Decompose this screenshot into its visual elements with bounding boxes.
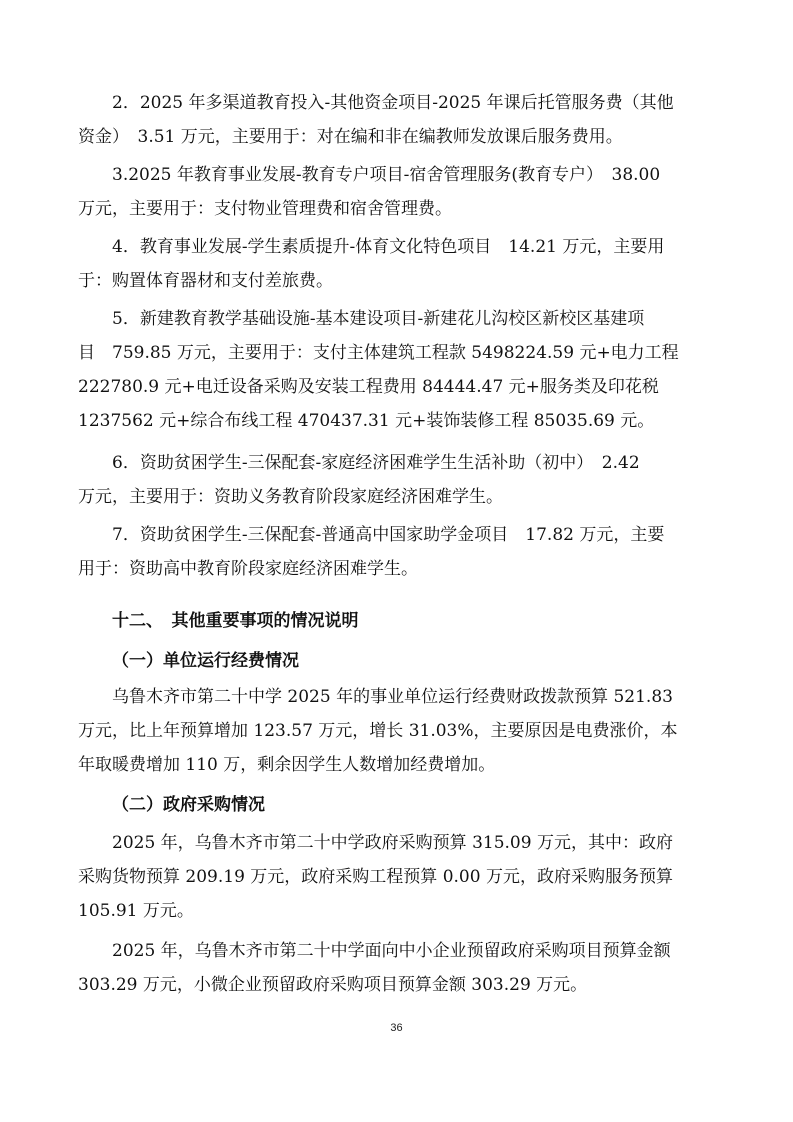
item-4-line-1: 4．教育事业发展-学生素质提升-体育文化特色项目 14.21 万元，主要用: [112, 237, 665, 257]
item-6: [78, 446, 718, 514]
subsection-heading-2: （二）政府采购情况: [112, 795, 265, 815]
item-2-line-1: 2．2025 年多渠道教育投入-其他资金项目-2025 年课后托管服务费（其他: [112, 93, 674, 113]
operating-funds-line-3: 年取暖费增加 110 万，剩余因学生人数增加经费增加。: [78, 755, 496, 775]
item-7-line-1: 7．资助贫困学生-三保配套-普通高中国家助学金项目 17.82 万元，主要: [112, 525, 665, 545]
item-2-line-2: 资金） 3.51 万元，主要用于：对在编和非在编教师发放课后服务费用。: [78, 127, 623, 147]
item-7: [78, 518, 718, 586]
procurement-2-line-1: 2025 年，乌鲁木齐市第二十中学面向中小企业预留政府采购项目预算金额: [112, 941, 671, 961]
item-4: [78, 230, 718, 298]
operating-funds-line-2: 万元，比上年预算增加 123.57 万元，增长 31.03%，主要原因是电费涨价，本: [78, 721, 678, 741]
item-4-line-2: 于：购置体育器材和支付差旅费。: [78, 271, 333, 291]
item-3-line-1: 3.2025 年教育事业发展-教育专户项目-宿舍管理服务(教育专户） 38.00: [112, 165, 661, 185]
procurement-paragraph-1: [78, 826, 718, 928]
procurement-paragraph-2: [78, 934, 718, 1002]
item-5-line-4: 1237562 元+综合布线工程 470437.31 元+装饰装修工程 85035.69 元。: [78, 411, 655, 431]
item-5-line-1: 5．新建教育教学基础设施-基本建设项目-新建花儿沟校区新校区基建项: [112, 309, 645, 329]
item-3: [78, 158, 718, 226]
procurement-1-line-1: 2025 年，乌鲁木齐市第二十中学政府采购预算 315.09 万元，其中：政府: [112, 833, 673, 853]
item-5-line-3: 222780.9 元+电迁设备采购及安装工程费用 84444.47 元+服务类及印花税: [78, 377, 659, 397]
procurement-1-line-2: 采购货物预算 209.19 万元，政府采购工程预算 0.00 万元，政府采购服务预算: [78, 867, 673, 887]
item-2: [78, 86, 718, 154]
operating-funds-line-1: 乌鲁木齐市第二十中学 2025 年的事业单位运行经费财政拨款预算 521.83: [112, 687, 673, 707]
item-6-line-2: 万元，主要用于：资助义务教育阶段家庭经济困难学生。: [78, 487, 503, 507]
item-5: [78, 302, 718, 438]
section-heading: 十二、 其他重要事项的情况说明: [112, 611, 359, 631]
item-6-line-1: 6．资助贫困学生-三保配套-家庭经济困难学生生活补助（初中） 2.42: [112, 453, 640, 473]
operating-funds-paragraph: [78, 680, 718, 782]
page-number: 36: [390, 1022, 403, 1034]
item-5-line-2: 目 759.85 万元，主要用于：支付主体建筑工程款 5498224.59 元+电力工程: [78, 343, 679, 363]
item-3-line-2: 万元，主要用于：支付物业管理费和宿舍管理费。: [78, 199, 452, 219]
subsection-heading-1: （一）单位运行经费情况: [112, 651, 299, 671]
procurement-2-line-2: 303.29 万元，小微企业预留政府采购项目预算金额 303.29 万元。: [78, 975, 588, 995]
item-7-line-2: 用于：资助高中教育阶段家庭经济困难学生。: [78, 559, 418, 579]
procurement-1-line-3: 105.91 万元。: [78, 901, 194, 921]
